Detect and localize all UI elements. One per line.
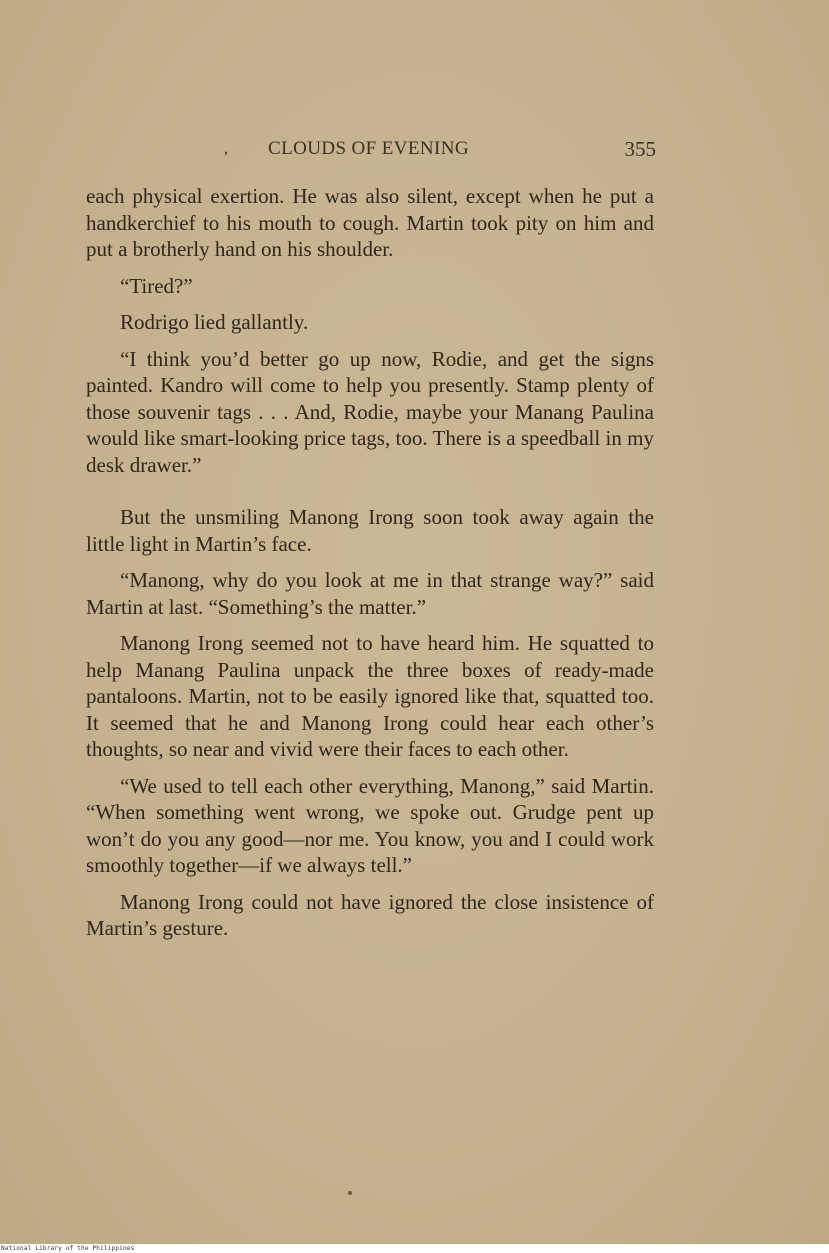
paragraph: each physical exertion. He was also silent, except when he put a handkerchief to his mouth to cough. Martin took pity on him and put a brotherly hand on his shoulder.	[86, 184, 654, 261]
paragraph: Rodrigo lied gallantly.	[120, 310, 309, 334]
header-mark: ,	[224, 140, 228, 157]
running-header	[86, 138, 656, 162]
paragraph: “Manong, why do you look at me in that strange way?” said Martin at last. “Something’s the matter.”	[86, 568, 654, 619]
paragraph: “I think you’d better go up now, Rodie, and get the signs painted. Kandro will come to help you presently. Stamp plenty of those souvenir tags . . . And, Rodie, maybe your Manang Paulina would like smart-looking price tags, too. There is a speedball in my desk drawer.”	[86, 346, 654, 477]
chapter-title: CLOUDS OF EVENING	[268, 138, 470, 159]
paragraph: But the unsmiling Manong Irong soon took away again the little light in Martin’s face.	[86, 505, 654, 556]
body-text	[86, 183, 654, 952]
page-speck	[348, 1191, 352, 1195]
paragraph: “We used to tell each other everything, Manong,” said Martin. “When something went wrong, we spoke out. Grudge pent up won’t do you any good—nor me. You know, you and I could work smoothly together—if we always tell.”	[86, 773, 654, 877]
paragraph: Manong Irong could not have ignored the close insistence of Martin’s gesture.	[86, 889, 654, 940]
page-number: 355	[624, 137, 656, 161]
paragraph: Manong Irong seemed not to have heard him. He squatted to help Manang Paulina unpack the three boxes of ready-made pantaloons. Martin, not to be easily ignored like that, squatted too. It seemed that he and Manong Irong could hear each other’s thoughts, so near and vivid were their faces to each other.	[86, 631, 654, 761]
library-watermark: National Library of the Philippines	[1, 1245, 135, 1252]
paragraph: “Tired?”	[120, 273, 193, 298]
